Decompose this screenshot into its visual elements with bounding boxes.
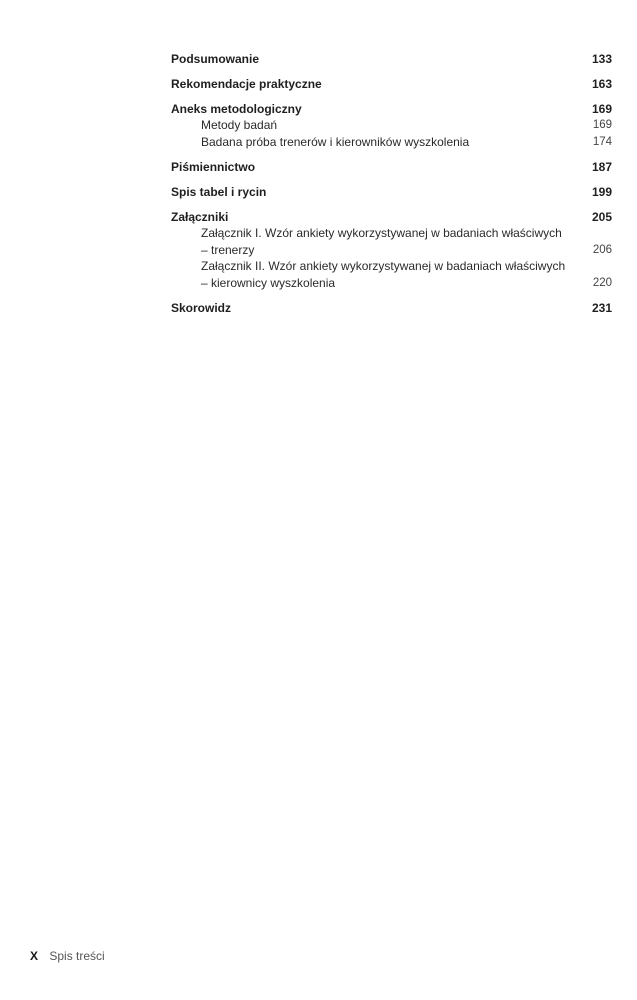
toc-entry-page: 231 (591, 301, 612, 315)
toc-entry-title: Spis tabel i rycin (171, 185, 267, 199)
toc-entry-spis-tabel (171, 184, 612, 200)
toc-entry-aneks (171, 101, 612, 117)
toc-entry-title: Rekomendacje praktyczne (171, 77, 322, 91)
toc-entry-title (201, 258, 593, 291)
toc-entry-page: 206 (592, 243, 612, 256)
toc-entry-zalaczniki (171, 209, 612, 225)
toc-entry-page: 205 (591, 210, 612, 224)
toc-entry-page: 169 (592, 119, 612, 131)
toc-entry-title-line: – kierownicy wyszkolenia (201, 275, 336, 290)
toc-entry-skorowidz (171, 300, 612, 316)
toc-subentry-zalacznik-1 (171, 225, 612, 258)
toc-entry-title-line: Załącznik I. Wzór ankiety wykorzystywanej w badaniach właściwych (201, 226, 562, 240)
toc-entry-title: Metody badań (201, 118, 278, 132)
toc-entry-rekomendacje (171, 76, 612, 92)
page-number: X (30, 949, 39, 963)
toc-entry-page: 133 (591, 52, 612, 66)
toc-entry-page: 187 (591, 160, 612, 174)
toc-entry-page: 169 (591, 102, 612, 116)
toc-entry-title: Skorowidz (171, 301, 232, 315)
toc-entry-page: 199 (591, 185, 612, 199)
running-title: Spis treści (49, 949, 105, 963)
toc-entry-page: 220 (592, 276, 612, 289)
toc-entry-page: 174 (592, 135, 612, 148)
toc-entry-title: Badana próba trenerów i kierowników wyszkolenia (201, 134, 470, 149)
toc-entry-title: Aneks metodologiczny (171, 102, 302, 116)
toc-subentry-zalacznik-2 (171, 258, 612, 291)
toc-entry-title (201, 225, 593, 258)
table-of-contents (171, 51, 612, 316)
toc-entry-title: Piśmiennictwo (171, 160, 256, 174)
toc-entry-page: 163 (591, 77, 612, 91)
toc-entry-podsumowanie (171, 51, 612, 67)
toc-entry-title: Podsumowanie (171, 52, 260, 66)
toc-entry-title: Załączniki (171, 210, 229, 224)
toc-subentry-proba (171, 134, 612, 151)
toc-subentry-metody (171, 117, 612, 134)
toc-entry-pismiennictwo (171, 159, 612, 175)
toc-entry-title-line: – trenerzy (201, 242, 255, 257)
toc-entry-title-line: Załącznik II. Wzór ankiety wykorzystywanej w badaniach właściwych (201, 259, 566, 273)
page-footer (30, 948, 105, 964)
